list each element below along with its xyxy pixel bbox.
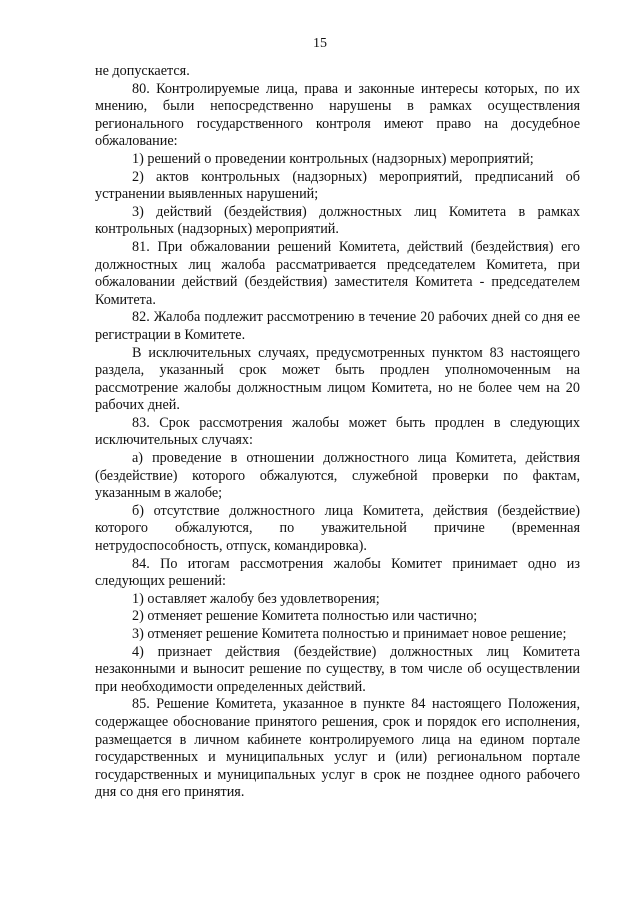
paragraph-80: 80. Контролируемые лица, права и законные интересы которых, по их мнению, были непосредственно нарушены в рамках осуществления регионального государственного контроля имеют право на досудебное обжалование:	[95, 80, 580, 150]
paragraph-84-item-4: 4) признает действия (бездействие) должностных лиц Комитета незаконными и выносит решение по существу, в том числе об осуществлении при необходимости определенных действий.	[95, 643, 580, 695]
paragraph-81: 81. При обжаловании решений Комитета, действий (бездействия) его должностных лиц жалоба рассматривается председателем Комитета, при обжаловании действий (бездействия) заместителя Комитета - председателем Комитета.	[95, 238, 580, 308]
paragraph-83: 83. Срок рассмотрения жалобы может быть продлен в следующих исключительных случаях:	[95, 414, 580, 449]
paragraph-83-item-b: б) отсутствие должностного лица Комитета, действия (бездействие) которого обжалуются, по уважительной причине (временная нетрудоспособность, отпуск, командировка).	[95, 502, 580, 555]
paragraph-80-item-3: 3) действий (бездействия) должностных лиц Комитета в рамках контрольных (надзорных) мероприятий.	[95, 203, 580, 238]
paragraph-80-item-2: 2) актов контрольных (надзорных) мероприятий, предписаний об устранении выявленных нарушений;	[95, 168, 580, 203]
paragraph-85: 85. Решение Комитета, указанное в пункте 84 настоящего Положения, содержащее обоснование принятого решения, срок и порядок его исполнения, размещается в личном кабинете контролируемого лица на едином портале государственных и муниципальных услуг и (или) региональном портале государственных и муниципальных услуг в срок не позднее одного рабочего дня со дня его принятия.	[95, 696, 580, 801]
paragraph-84-item-3: 3) отменяет решение Комитета полностью и принимает новое решение;	[132, 626, 567, 642]
paragraph-84-item-1: 1) оставляет жалобу без удовлетворения;	[132, 590, 380, 607]
document-body	[95, 63, 580, 802]
page-number: 15	[313, 36, 327, 51]
paragraph-continuation: не допускается.	[95, 63, 190, 79]
paragraph-83-item-a: а) проведение в отношении должностного лица Комитета, действия (бездействие) которого обжалуются, служебной проверки по фактам, указанным в жалобе;	[95, 450, 580, 502]
paragraph-84: 84. По итогам рассмотрения жалобы Комитет принимает одно из следующих решений:	[95, 555, 580, 590]
paragraph-82-exception: В исключительных случаях, предусмотренных пунктом 83 настоящего раздела, указанный срок может быть продлен уполномоченным на рассмотрение жалобы должностным лицом Комитета, но не более чем на 20 рабочих дней.	[95, 344, 580, 414]
paragraph-80-item-1: 1) решений о проведении контрольных (надзорных) мероприятий;	[132, 150, 534, 167]
paragraph-82: 82. Жалоба подлежит рассмотрению в течение 20 рабочих дней со дня ее регистрации в Комитете.	[95, 309, 580, 343]
paragraph-84-item-2: 2) отменяет решение Комитета полностью или частично;	[132, 608, 478, 625]
